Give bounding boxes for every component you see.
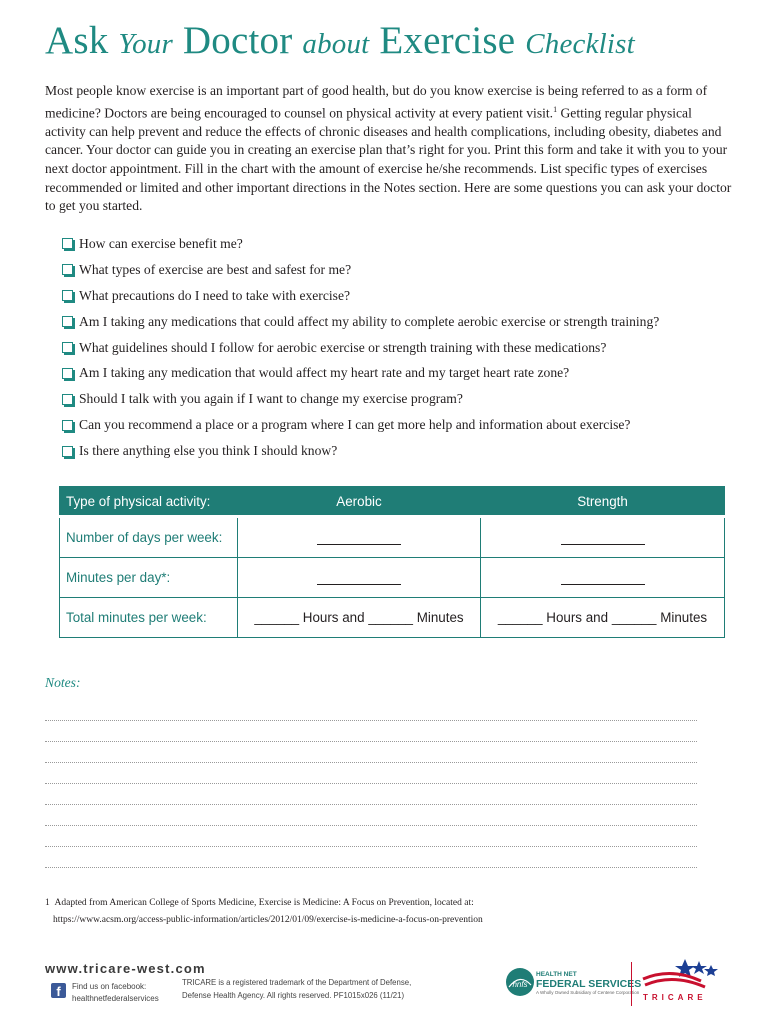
legal-text: TRICARE is a registered trademark of the Department of Defense, Defense Health Agency. All rights reserved. PF1015x026 (11/21)	[182, 978, 412, 1000]
checkbox[interactable]	[62, 420, 73, 431]
table-row	[60, 558, 725, 598]
notes-line[interactable]	[45, 741, 697, 742]
header-activity-type: Type of physical activity:	[60, 487, 238, 517]
checkbox[interactable]	[62, 394, 73, 405]
svg-text:hnfs: hnfs	[512, 980, 528, 989]
aerobic-minutes-field[interactable]	[317, 572, 401, 585]
footnote-url[interactable]: https://www.acsm.org/access-public-information/articles/2012/01/09/exercise-is-medicine-a-focus-on-prevention	[53, 915, 483, 925]
notes-line[interactable]	[45, 804, 697, 805]
notes-line[interactable]	[45, 867, 697, 868]
question-item: What guidelines should I follow for aerobic exercise or strength training with these medications?	[62, 335, 659, 361]
question-item: Should I talk with you again if I want to change my exercise program?	[62, 386, 659, 412]
footnote: 1 Adapted from American College of Sports Medicine, Exercise is Medicine: A Focus on Prevention, located at: https://www.acsm.org/access-public-information/articles/2012/01/09/exercise-is-medicine-a-focus-on-prevention	[45, 895, 483, 929]
aerobic-days-field[interactable]	[317, 532, 401, 545]
question-item: Am I taking any medication that would affect my heart rate and my target heart rate zone?	[62, 360, 659, 386]
checkbox[interactable]	[62, 238, 73, 249]
health-net-logo-text: HEALTH NET FEDERAL SERVICES A Wholly Owned Subsidiary of Centene Corporation	[536, 971, 642, 995]
title-word: about	[302, 28, 370, 60]
title-word: Ask	[45, 19, 109, 62]
exercise-table	[59, 486, 725, 638]
strength-total-field[interactable]: ______ Hours and ______ Minutes	[481, 598, 725, 638]
footnote-marker: 1	[45, 898, 50, 908]
page-title	[45, 18, 635, 63]
title-word: Checklist	[525, 28, 635, 60]
row-label: Minutes per day*:	[60, 558, 238, 598]
question-item: Is there anything else you think I should know?	[62, 438, 659, 464]
tricare-logo-icon	[641, 957, 721, 991]
strength-days-field[interactable]	[561, 532, 645, 545]
question-item: Can you recommend a place or a program where I can get more help and information about exercise?	[62, 412, 659, 438]
table-header-row	[60, 487, 725, 517]
checkbox[interactable]	[62, 446, 73, 457]
tricare-wordmark: TRICARE	[643, 993, 707, 1002]
title-word: Doctor	[182, 19, 293, 62]
notes-line[interactable]	[45, 825, 697, 826]
header-strength: Strength	[481, 487, 725, 517]
row-label: Number of days per week:	[60, 517, 238, 558]
question-item: How can exercise benefit me?	[62, 231, 659, 257]
table-row	[60, 517, 725, 558]
strength-minutes-field[interactable]	[561, 572, 645, 585]
notes-line[interactable]	[45, 846, 697, 847]
checkbox[interactable]	[62, 290, 73, 301]
facebook-icon[interactable]: f	[51, 983, 66, 998]
checkbox[interactable]	[62, 264, 73, 275]
hnfs-logo-icon	[505, 967, 535, 997]
website-link[interactable]: www.tricare-west.com	[45, 961, 206, 976]
header-aerobic: Aerobic	[238, 487, 481, 517]
row-label: Total minutes per week:	[60, 598, 238, 638]
title-word: Your	[118, 28, 173, 60]
footnote-ref: 1	[553, 104, 558, 114]
title-word: Exercise	[379, 19, 516, 62]
question-list	[62, 231, 659, 464]
notes-line[interactable]	[45, 762, 697, 763]
table-row	[60, 598, 725, 638]
question-item: Am I taking any medications that could affect my ability to complete aerobic exercise or strength training?	[62, 309, 659, 335]
facebook-text: Find us on facebook: healthnetfederalservices	[72, 982, 159, 1003]
checkbox[interactable]	[62, 342, 73, 353]
notes-line[interactable]	[45, 783, 697, 784]
intro-paragraph: Most people know exercise is an important part of good health, but do you know exercise is being referred to as a form of medicine? Doctors are being encouraged to counsel on physical activity at every patient visit.$^1$ Getting regular physical activity can help prevent and reduce the effects of chronic diseases and health complications, including obesity, diabetes and cancer. Your doctor can guide you in creating an exercise plan that’s right for you. Print this form and take it with you to your next doctor appointment. Fill in the chart with the amount of exercise he/she recommends. List specific types of exercises recommended or limited and other important directions in the Notes section. Here are some questions you can ask your doctor to get you started.	[45, 83, 732, 214]
checkbox[interactable]	[62, 368, 73, 379]
logo-divider	[631, 962, 632, 1006]
aerobic-total-field[interactable]: ______ Hours and ______ Minutes	[238, 598, 481, 638]
question-item: What types of exercise are best and safest for me?	[62, 257, 659, 283]
checkbox[interactable]	[62, 316, 73, 327]
notes-line[interactable]	[45, 720, 697, 721]
notes-label: Notes:	[45, 675, 81, 690]
question-item: What precautions do I need to take with exercise?	[62, 283, 659, 309]
